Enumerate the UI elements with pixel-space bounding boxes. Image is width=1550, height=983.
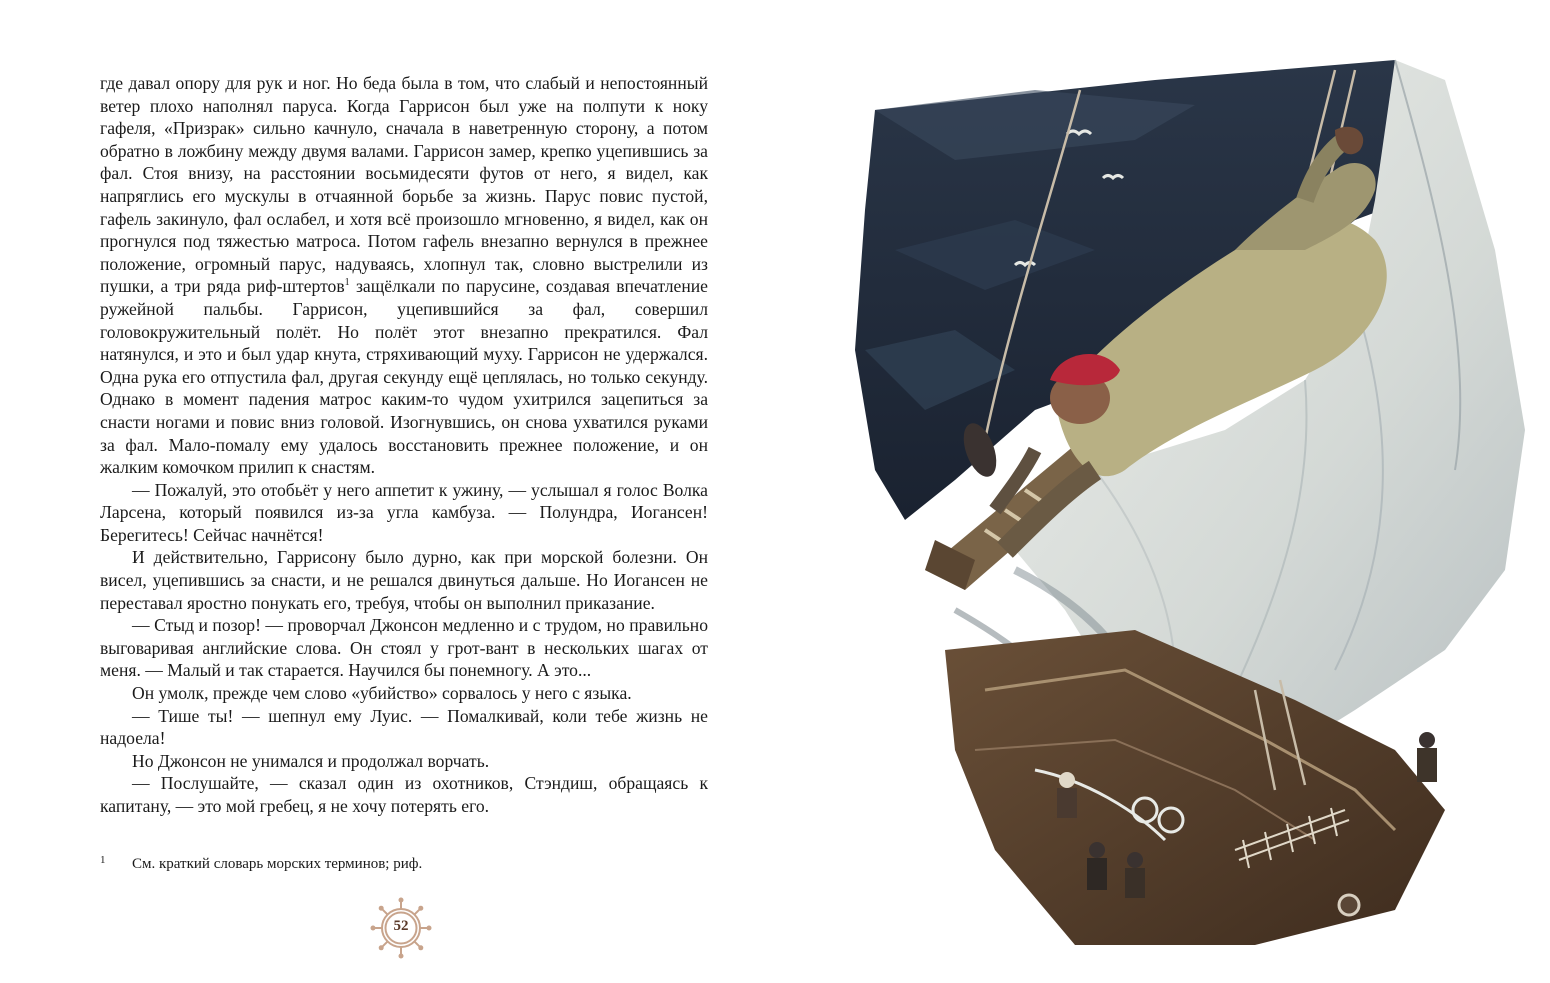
paragraph-3: И действительно, Гаррисону было дурно, как при морской болезни. Он висел, уцепившись за снасти, и не решался двинуться дальше. Но Иогансен не переставал яростно понукать его, требуя, чтобы он выполнил приказание.: [100, 547, 708, 613]
crew-figure: [1057, 772, 1077, 818]
paragraph-1-part-1: где давал опору для рук и ног. Но беда была в том, что слабый и непостоянный ветер плохо наполнял паруса. Когда Гаррисон был уже на полпути к ноку гафеля, «Призрак» сильно качнуло, сначала в наветренную сторону, а потом обратно в ложбину между двумя валами. Гаррисон замер, крепко уцепившись за фал. Стоя внизу, на расстоянии восьмидесяти футов от него, я видел, как напряглись его мускулы в отчаянной борьбе за жизнь. Парус повис пустой, гафель закинуло, фал ослабел, и хотя всё произошло мгновенно, я видел, как он прогнулся под тяжестью матроса. Потом гафель внезапно вернулся в прежнее положение, огромный парус, надуваясь, хлопнул так, словно выстрелили из пушки, а три ряда риф-штертов: [100, 73, 708, 297]
sailor-on-gaff-illustration: [835, 50, 1525, 945]
paragraph-1: [100, 72, 708, 479]
footnote-mark: 1: [100, 854, 106, 866]
footnote: [100, 854, 708, 874]
paragraph-4: — Стыд и позор! — проворчал Джонсон медленно и с трудом, но правильно выговаривая английские слова. Он стоял у грот-вант в нескольких шагах от меня. — Малый и так старается. Научился бы понемногу. А это...: [100, 615, 708, 681]
crew-figure: [1339, 895, 1359, 915]
right-page: [775, 0, 1550, 983]
body-text: [100, 72, 708, 818]
footnote-ref[interactable]: 1: [344, 277, 350, 289]
paragraph-1-part-2: защёлкали по парусине, создавая впечатление ружейной пальбы. Гаррисон, уцепившийся за фал, совершил головокружительный полёт. Но полёт этот внезапно прекратился. Фал натянулся, и это и был удар кнута, стряхивающий муху. Гаррисон не удержался. Одна рука его отпустила фал, другая секунду ещё цеплялась, но только секунду. Однако в момент падения матрос каким-то чудом ухитрился зацепиться за снасти ногами и повис вниз головой. Изогнувшись, он снова ухватился руками за фал. Мало-помалу ему удалось восстановить прежнее положение, и он жалким комочком прилип к снастям.: [100, 276, 708, 478]
paragraph-5: Он умолк, прежде чем слово «убийство» сорвалось у него с языка.: [132, 683, 632, 704]
paragraph-6: — Тише ты! — шепнул ему Луис. — Помалкивай, коли тебе жизнь не надоела!: [100, 705, 708, 749]
crew-figure: [1417, 732, 1437, 782]
paragraph-8: — Послушайте, — сказал один из охотников, Стэндиш, обращаясь к капитану, — это мой гребец, я не хочу потерять его.: [100, 773, 708, 816]
paragraph-7: Но Джонсон не унимался и продолжал ворчать.: [132, 750, 490, 771]
page-number: 52: [393, 918, 409, 934]
paragraph-2: — Пожалуй, это отобьёт у него аппетит к ужину, — услышал я голос Волка Ларсена, который появился из-за угла камбуза. — Полундра, Иогансен! Берегитесь! Сейчас начнётся!: [100, 479, 708, 545]
crew-figure: [1125, 852, 1145, 898]
footnote-text: См. краткий словарь морских терминов; риф.: [132, 856, 423, 872]
page-number-ornament: [369, 896, 433, 960]
crew-figure: [1087, 842, 1107, 890]
